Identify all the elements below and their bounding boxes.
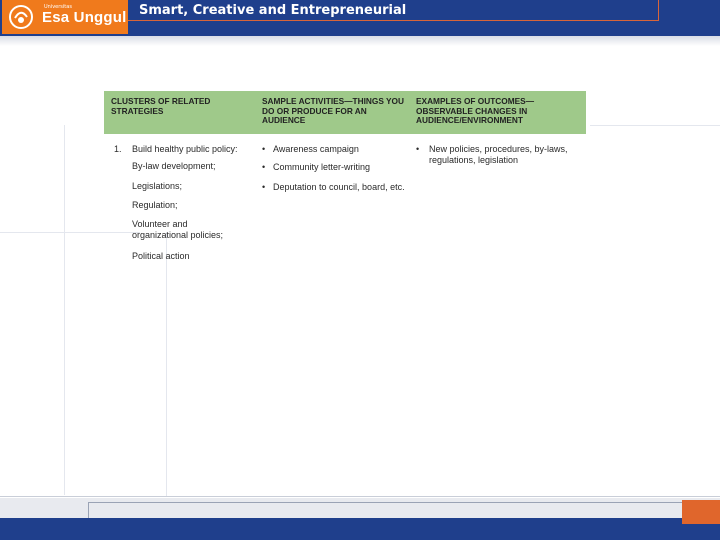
tagline: Smart, Creative and Entrepreneurial: [139, 3, 407, 18]
column-header: CLUSTERS OF RELATED STRATEGIES: [111, 96, 211, 116]
activity-item: Deputation to council, board, etc.: [273, 182, 405, 192]
activity-item: Community letter-writing: [273, 162, 371, 172]
bullet: •: [262, 144, 266, 154]
logo: [2, 0, 128, 34]
strategy-item: Political action: [132, 251, 190, 261]
decor-line: [166, 232, 167, 496]
strategy-item: Legislations;: [132, 181, 183, 191]
strategy-item: By-law development;: [132, 161, 216, 171]
table-header: [104, 91, 586, 134]
header-outline: [128, 0, 659, 21]
column-header: SAMPLE ACTIVITIES—THINGS YOU DO OR PRODUCE FOR AN AUDIENCE: [262, 96, 404, 126]
decor-line: [0, 232, 140, 233]
strategy-item: Build healthy public policy:: [132, 144, 238, 154]
logo-caption: Universitas: [44, 4, 72, 10]
footer-accent: [682, 500, 720, 524]
row-number: 1.: [114, 144, 122, 154]
university-logo-icon: [9, 5, 33, 29]
strategy-item: Volunteer and organizational policies;: [132, 219, 224, 240]
footer-bar: [0, 518, 720, 540]
bullet: •: [416, 144, 420, 154]
column-header: EXAMPLES OF OUTCOMES—OBSERVABLE CHANGES IN AUDIENCE/ENVIRONMENT: [416, 96, 535, 126]
footer-line: [0, 496, 720, 497]
bullet: •: [262, 182, 266, 192]
strategy-item: Regulation;: [132, 200, 178, 210]
activity-item: Awareness campaign: [273, 144, 359, 154]
bullet: •: [262, 162, 266, 172]
decor-line: [590, 125, 720, 126]
decor-line: [64, 125, 65, 495]
outcome-item: New policies, procedures, by-laws, regulations, legislation: [429, 144, 568, 165]
header-shadow: [0, 36, 720, 46]
logo-text: Esa Unggul: [42, 9, 127, 26]
